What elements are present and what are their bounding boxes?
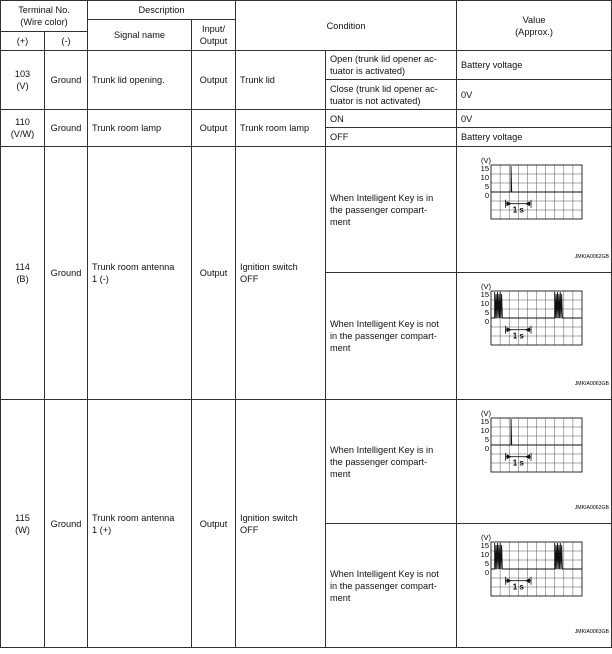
signal-115 (88, 400, 192, 648)
y-tick-label: 0 (484, 568, 490, 577)
subcondition-110-on: ON (326, 110, 457, 128)
y-tick-label: 15 (480, 164, 490, 173)
io-115: Output (192, 400, 236, 648)
axis-unit-label: (V) (481, 156, 492, 165)
y-tick-label: 5 (484, 435, 490, 444)
subcondition-115-in (326, 400, 457, 524)
header-plus: (+) (1, 32, 45, 51)
io-114: Output (192, 147, 236, 400)
wire-color: (V) (16, 81, 29, 91)
subcondition-line: Open (trunk lid opener ac- (330, 54, 437, 64)
condition-103: Trunk lid (236, 51, 326, 110)
header-approx-text: (Approx.) (515, 26, 553, 37)
subcondition-line: tuator is not activated) (330, 95, 421, 106)
waveform-cell-115-not-in (457, 524, 612, 648)
y-tick-label: 10 (480, 550, 490, 559)
signal-line: 1 (+) (92, 524, 112, 535)
subcondition-line: When Intelligent Key is not (330, 319, 439, 329)
terminal-number: 110 (15, 117, 30, 127)
terminal-115 (1, 400, 45, 648)
subcondition-103-close (326, 80, 457, 110)
condition-line: OFF (240, 524, 259, 535)
subcondition-line: ment (330, 343, 351, 353)
subcondition-line: the passenger compart- (330, 456, 428, 467)
condition-110: Trunk room lamp (236, 110, 326, 147)
y-tick-label: 0 (484, 444, 490, 453)
header-input-output (192, 20, 236, 51)
signal-110: Trunk room lamp (88, 110, 192, 147)
time-scale-label: 1 s (512, 331, 524, 341)
header-condition: Condition (236, 1, 457, 51)
terminal-number: 115 (15, 512, 30, 523)
subcondition-line: in the passenger compart- (330, 580, 437, 591)
condition-115 (236, 400, 326, 648)
io-103: Output (192, 51, 236, 110)
axis-unit-label: (V) (481, 409, 492, 418)
header-minus: (-) (45, 32, 88, 51)
y-tick-label: 0 (484, 191, 490, 200)
waveform-115-in (461, 400, 612, 523)
header-terminal-no (1, 1, 88, 32)
time-scale-label: 1 s (512, 458, 524, 468)
subcondition-115-not-in (326, 524, 457, 648)
condition-line: OFF (240, 274, 259, 284)
subcondition-line: Close (trunk lid opener ac- (330, 83, 438, 94)
time-scale-label: 1 s (512, 582, 524, 592)
y-tick-label: 10 (480, 299, 490, 308)
y-tick-label: 15 (480, 541, 490, 550)
axis-unit-label: (V) (481, 533, 492, 542)
terminal-number: 114 (15, 262, 30, 272)
figure-code: JMKIA0062GB (574, 254, 610, 260)
header-wire-color-text: (Wire color) (20, 17, 68, 27)
subcondition-line: ment (330, 216, 351, 227)
signal-line: Trunk room antenna (92, 262, 175, 272)
terminal-114 (1, 147, 45, 400)
condition-line: Ignition switch (240, 262, 298, 272)
figure-code: JMKIA0063GB (574, 629, 610, 635)
terminal-number: 103 (14, 69, 31, 79)
ground-114: Ground (45, 147, 88, 400)
y-tick-label: 5 (484, 308, 490, 317)
subcondition-103-open (326, 51, 457, 80)
time-scale-label: 1 s (512, 205, 524, 215)
y-tick-label: 0 (484, 317, 490, 326)
header-output-text: Output (199, 36, 228, 46)
terminal-110 (1, 110, 45, 147)
axis-unit-label: (V) (481, 282, 492, 291)
subcondition-line: ment (330, 592, 351, 603)
waveform-cell-115-in (457, 400, 612, 524)
ground-103: Ground (45, 51, 88, 110)
subcondition-line: ment (330, 468, 351, 479)
subcondition-114-in (326, 147, 457, 273)
header-input-text: Input/ (202, 24, 226, 34)
header-value (457, 1, 612, 51)
waveform-cell-114-not-in (457, 273, 612, 400)
ground-115: Ground (45, 400, 88, 648)
subcondition-line: the passenger compart- (330, 204, 428, 215)
y-tick-label: 10 (480, 426, 490, 435)
figure-code: JMKIA0062GB (574, 505, 610, 511)
figure-code: JMKIA0063GB (574, 381, 610, 387)
signal-114 (88, 147, 192, 400)
value-110-on: 0V (457, 110, 612, 128)
y-tick-label: 15 (480, 417, 490, 426)
subcondition-line: When Intelligent Key is in (330, 444, 434, 455)
terminal-103 (1, 51, 45, 110)
wire-color: (B) (16, 274, 29, 284)
value-103-open: Battery voltage (457, 51, 612, 80)
waveform-114-in (461, 147, 612, 272)
condition-114 (236, 147, 326, 400)
y-tick-label: 15 (480, 290, 490, 299)
subcondition-line: tuator is activated) (330, 66, 406, 76)
header-description: Description (88, 1, 236, 20)
header-signal-name: Signal name (88, 20, 192, 51)
header-value-text: Value (522, 14, 546, 25)
ground-110: Ground (45, 110, 88, 147)
wire-color: (V/W) (10, 129, 35, 139)
signal-line: 1 (-) (92, 274, 109, 284)
y-tick-label: 10 (480, 173, 490, 182)
wire-color: (W) (15, 524, 30, 535)
value-103-close: 0V (457, 80, 612, 110)
waveform-cell-114-in (457, 147, 612, 273)
condition-line: Ignition switch (240, 512, 298, 523)
subcondition-110-off: OFF (326, 128, 457, 147)
y-tick-label: 5 (484, 559, 490, 568)
subcondition-line: When Intelligent Key is in (330, 192, 434, 203)
value-110-off: Battery voltage (457, 128, 612, 147)
subcondition-line: in the passenger compart- (330, 331, 437, 341)
header-terminal-no-text: Terminal No. (18, 5, 70, 15)
waveform-115-not-in (461, 524, 612, 647)
signal-line: Trunk room antenna (92, 512, 175, 523)
y-tick-label: 5 (484, 182, 490, 191)
waveform-114-not-in (461, 273, 612, 399)
subcondition-line: When Intelligent Key is not (330, 568, 439, 579)
io-110: Output (192, 110, 236, 147)
subcondition-114-not-in (326, 273, 457, 400)
signal-103: Trunk lid opening. (88, 51, 192, 110)
